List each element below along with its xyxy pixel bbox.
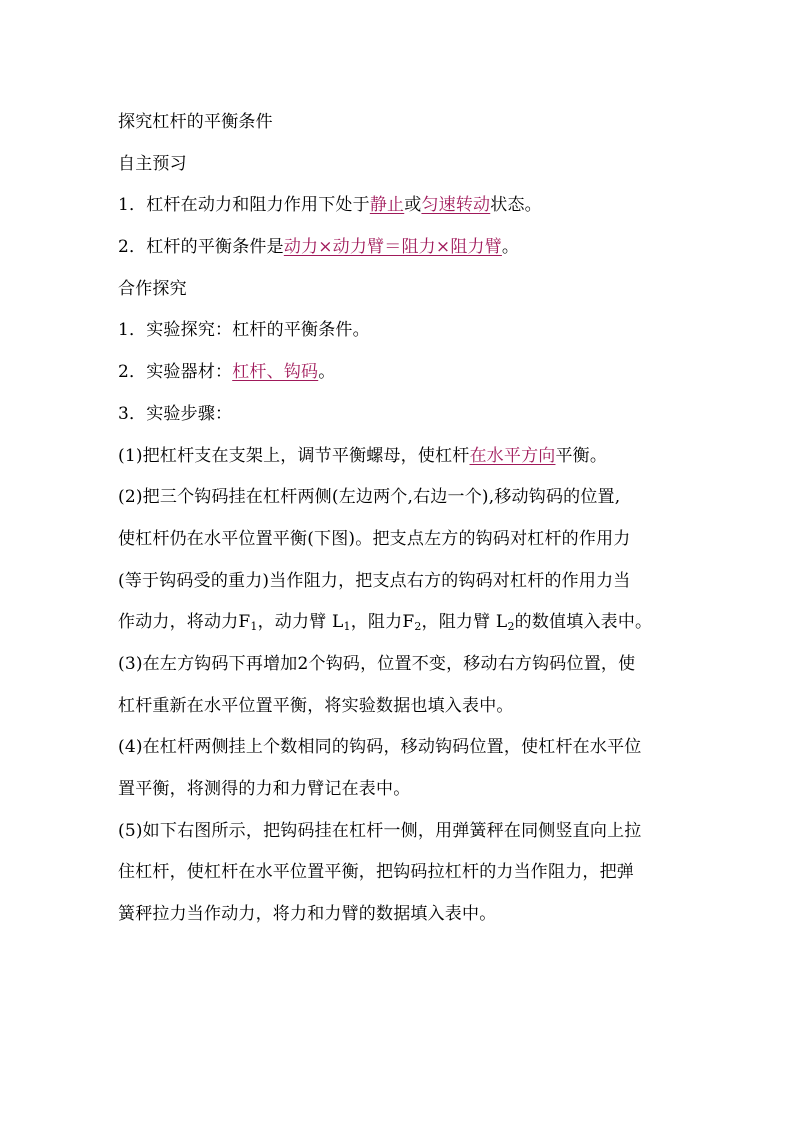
preview-heading: 自主预习 (118, 153, 187, 174)
text-segment: 作动力，将动力F (118, 612, 251, 633)
subscript: 2 (507, 620, 515, 634)
step-3-line-1: (3)在左方钩码下再增加2个钩码，位置不变，移动右方钩码位置，使 (118, 653, 636, 674)
answer-blank: 匀速转动 (421, 195, 491, 216)
text-segment: 的数值填入表中。 (514, 612, 653, 633)
text-segment: 状态。 (490, 195, 542, 216)
step-1 (118, 436, 682, 478)
step-2-line-3: (等于钩码受的重力)当作阻力，把支点右方的钩码对杠杆的作用力当 (118, 570, 631, 591)
answer-blank: 动力×动力臂＝阻力×阻力臂 (283, 237, 502, 258)
text-segment: 或 (404, 195, 422, 216)
coop-item-1: 1．实验探究：杠杆的平衡条件。 (118, 320, 370, 341)
text-segment: (1)把杠杆支在支架上，调节平衡螺母，使杠杆 (118, 445, 470, 466)
text-segment: 2．杠杆的平衡条件是 (118, 237, 284, 258)
text-segment: ，阻力F (350, 612, 415, 633)
step-5-line-3: 簧秤拉力当作动力，将力和力臂的数据填入表中。 (118, 904, 497, 925)
text-segment: ，动力臂 L (257, 612, 344, 633)
step-2-line-4 (118, 602, 682, 644)
step-2-line-2: 使杠杆仍在水平位置平衡(下图)。把支点左方的钩码对杠杆的作用力 (118, 528, 631, 549)
answer-blank: 杠杆、钩码 (232, 362, 319, 383)
text-segment: 2．实验器材： (118, 362, 233, 383)
step-4-line-1: (4)在杠杆两侧挂上个数相同的钩码，移动钩码位置，使杠杆在水平位 (118, 737, 642, 758)
text-segment: 。 (501, 237, 520, 258)
answer-blank: 静止 (369, 195, 405, 216)
coop-item-2 (118, 352, 682, 394)
subscript: 2 (414, 620, 422, 634)
document-title: 探究杠杆的平衡条件 (118, 112, 273, 132)
preview-item-2 (118, 227, 682, 269)
text-segment: 1．杠杆在动力和阻力作用下处于 (118, 195, 370, 216)
step-3-line-2: 杠杆重新在水平位置平衡，将实验数据也填入表中。 (118, 695, 514, 716)
subscript: 1 (343, 620, 351, 634)
preview-item-1 (118, 185, 682, 227)
step-2-line-1: (2)把三个钩码挂在杠杆两侧(左边两个,右边一个),移动钩码的位置, (118, 487, 621, 508)
text-segment: 。 (318, 362, 336, 383)
subscript: 1 (250, 620, 258, 634)
text-segment: 平衡。 (555, 445, 608, 466)
coop-heading: 合作探究 (118, 278, 187, 299)
coop-item-3: 3．实验步骤： (118, 403, 233, 424)
step-5-line-2: 住杠杆，使杠杆在水平位置平衡，把钩码拉杠杆的力当作阻力，把弹 (118, 862, 634, 883)
step-5-line-1: (5)如下右图所示，把钩码挂在杠杆一侧，用弹簧秤在同侧竖直向上拉 (118, 820, 642, 841)
step-4-line-2: 置平衡，将测得的力和力臂记在表中。 (118, 779, 411, 799)
text-segment: ，阻力臂 L (421, 612, 508, 633)
answer-blank: 在水平方向 (469, 445, 556, 466)
